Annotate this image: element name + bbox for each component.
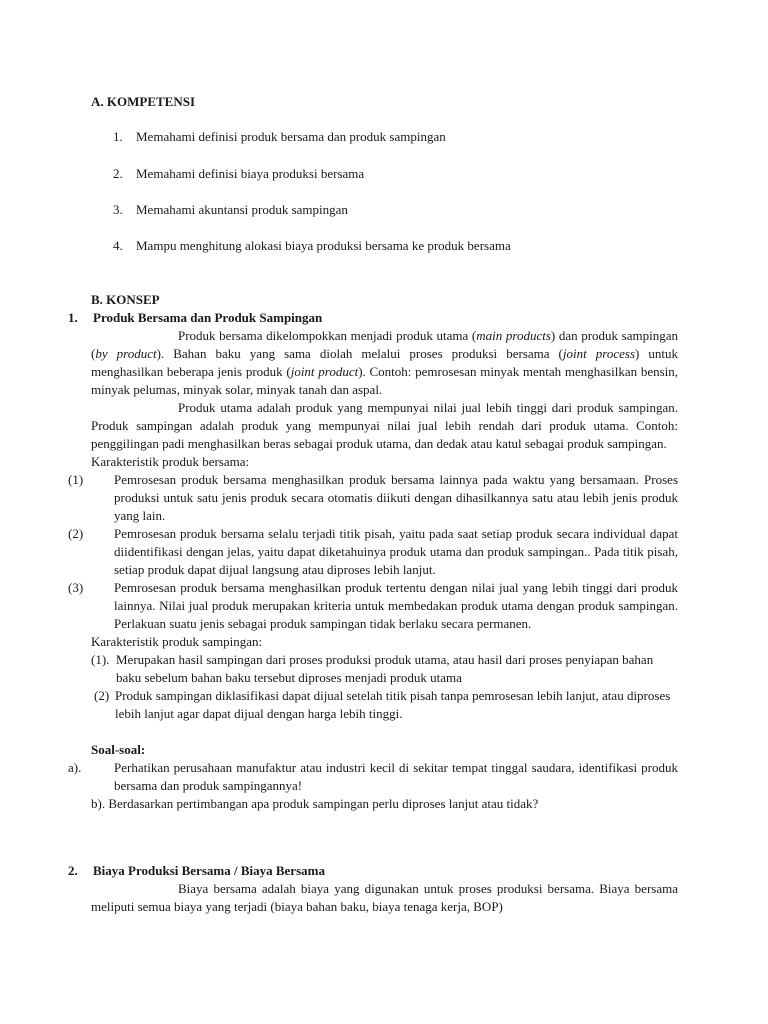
list-item: (3) Pemrosesan produk bersama menghasilkan produk tertentu dengan nilai jual yang lebih tinggi dari produk lainnya. Nilai jual produk merupakan kriteria untuk membedakan produk utama dengan produk sampingan. Perlakuan suatu jenis sebagai produk sampingan tidak berlaku secara permanen. — [68, 580, 678, 631]
characteristics-title: Karakteristik produk bersama: — [91, 454, 250, 469]
competency-item: 3. Memahami akuntansi produk sampingan — [113, 202, 348, 217]
section-a-title: A. KOMPETENSI — [91, 94, 196, 109]
subsection-1-body — [68, 327, 679, 813]
competency-item: 2. Memahami definisi biaya produksi bersama — [113, 166, 365, 181]
section-b-title: B. KONSEP — [91, 292, 160, 307]
list-item: (1). Merupakan hasil sampingan dari proses produksi produk utama, atau hasil dari proses penyiapan bahan baku sebelum bahan baku tersebut diproses menjadi produk utama — [91, 652, 654, 685]
subsection-2-heading: 2. Biaya Produksi Bersama / Biaya Bersama — [68, 863, 325, 878]
competency-item: 1. Memahami definisi produk bersama dan produk sampingan — [113, 129, 446, 144]
competency-item: 4. Mampu menghitung alokasi biaya produksi bersama ke produk bersama — [113, 238, 511, 253]
list-item: (2) Pemrosesan produk bersama selalu terjadi titik pisah, yaitu pada saat setiap produk secara individual dapat diidentifikasi dengan jelas, yaitu dapat diketahuinya produk utama dan produk sampingan.. Pada titik pisah, setiap produk dapat dijual langsung atau diproses lebih lanjut. — [68, 526, 678, 577]
byproduct-characteristics-title: Karakteristik produk sampingan: — [91, 634, 263, 649]
paragraph: Biaya bersama adalah biaya yang digunakan untuk proses produksi bersama. Biaya bersama meliputi semua biaya yang terjadi (biaya bahan baku, biaya tenaga kerja, BOP) — [91, 881, 678, 914]
exercise-item: a). Perhatikan perusahaan manufaktur atau industri kecil di sekitar tempat tinggal saudara, identifikasi produk bersama dan produk sampingannya! — [68, 760, 678, 793]
exercise-item: b). Berdasarkan pertimbangan apa produk sampingan perlu diproses lanjut atau tidak? — [91, 796, 539, 811]
paragraph: Produk utama adalah produk yang mempunyai nilai jual lebih tinggi dari produk sampingan. Produk sampingan adalah produk yang mempunyai nilai jual lebih rendah dari produk utama. Contoh: penggilingan padi menghasilkan beras sebagai produk utama, dan dedak atau katul sebagai produk sampingan. — [91, 400, 678, 451]
list-item: (1) Pemrosesan produk bersama menghasilkan produk bersama lainnya pada waktu yang bersamaan. Proses produksi untuk satu jenis produk secara otomatis diikuti dengan dihasilkannya satu atau lebih jenis produk yang lain. — [68, 472, 678, 523]
exercises-title: Soal-soal: — [91, 742, 146, 757]
subsection-2-body — [91, 880, 678, 916]
subsection-1-heading: 1. Produk Bersama dan Produk Sampingan — [68, 310, 323, 325]
paragraph: Produk bersama dikelompokkan menjadi produk utama (main products) dan produk sampingan (by product). Bahan baku yang sama diolah melalui proses produksi bersama (joint process) untuk menghasilkan beberapa jenis produk (joint product). Contoh: pemrosesan minyak mentah menghasilkan bensin, minyak pelumas, minyak solar, minyak tanah dan aspal. — [91, 328, 679, 397]
list-item: (2) Produk sampingan diklasifikasi dapat dijual setelah titik pisah tanpa pemrosesan lebih lanjut, atau diproses lebih lanjut agar dapat dijual dengan harga lebih tinggi. — [94, 688, 671, 721]
